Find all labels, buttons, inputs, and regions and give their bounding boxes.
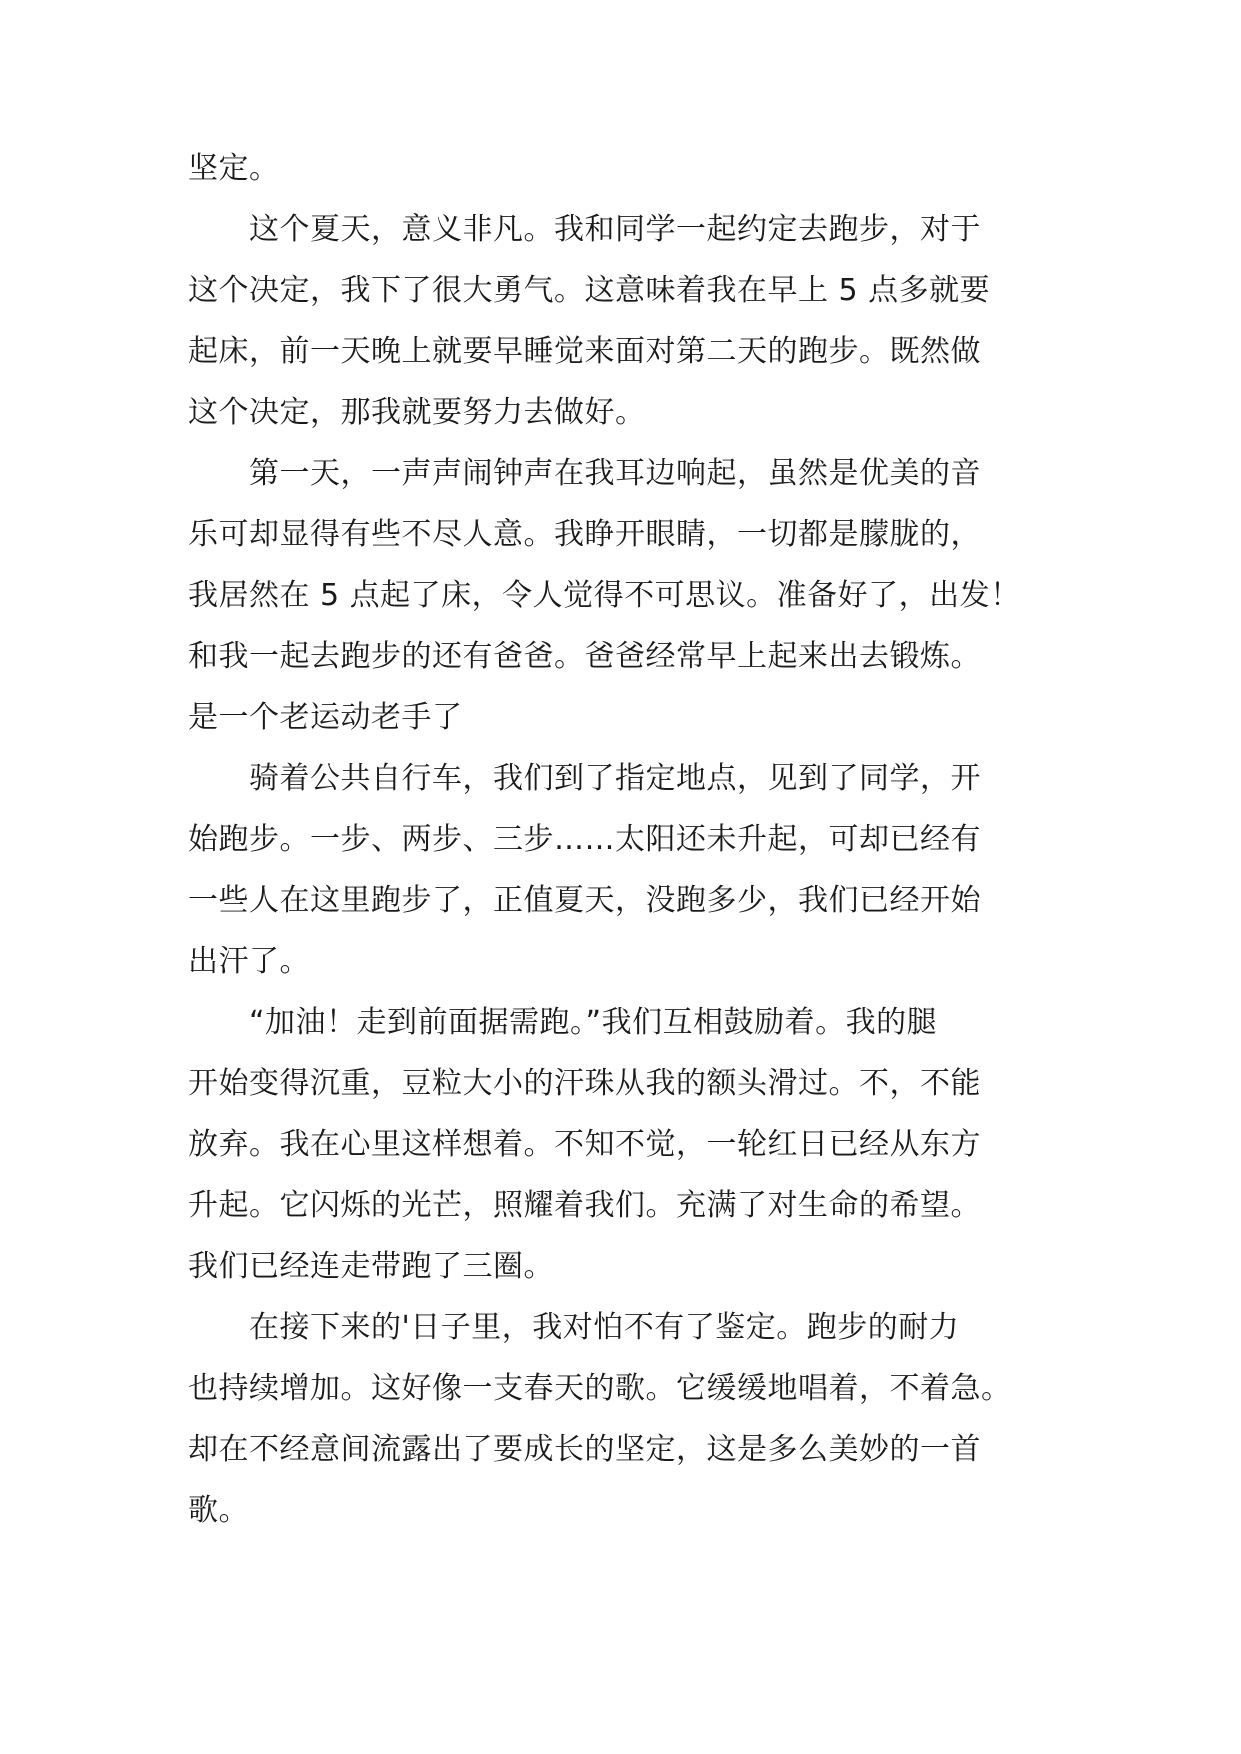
text-line: 这个决定，我下了很大勇气。这意味着我在早上 5 点多就要 [188,273,991,308]
text-line: 我居然在 5 点起了床，令人觉得不可思议。准备好了，出发！ [188,578,1021,613]
text-line: “加油！走到前面据需跑。”我们互相鼓励着。我的腿 [188,1005,938,1040]
text-line: 骑着公共自行车，我们到了指定地点，见到了同学，开 [188,761,981,796]
text-line: 是一个老运动老手了 [188,700,463,735]
text-line: 我们已经连走带跑了三圈。 [188,1249,554,1284]
text-line: 乐可却显得有些不尽人意。我睁开眼睛，一切都是朦胧的， [188,517,981,552]
text-line: 始跑步。一步、两步、三步……太阳还未升起，可却已经有 [188,822,981,857]
text-line: 这个决定，那我就要努力去做好。 [188,395,646,430]
document-body-text [188,138,1058,1541]
text-line: 升起。它闪烁的光芒，照耀着我们。充满了对生命的希望。 [188,1188,981,1223]
text-line: 放弃。我在心里这样想着。不知不觉，一轮红日已经从东方 [188,1127,981,1162]
text-line: 在接下来的'日子里，我对怕不有了鉴定。跑步的耐力 [188,1310,960,1345]
text-line: 却在不经意间流露出了要成长的坚定，这是多么美妙的一首 [188,1432,981,1467]
text-line: 开始变得沉重，豆粒大小的汗珠从我的额头滑过。不，不能 [188,1066,981,1101]
text-line: 第一天，一声声闹钟声在我耳边响起，虽然是优美的音 [188,456,981,491]
text-line: 坚定。 [188,151,280,186]
text-line: 也持续增加。这好像一支春天的歌。它缓缓地唱着，不着急。 [188,1371,1012,1406]
text-line: 起床，前一天晚上就要早睡觉来面对第二天的跑步。既然做 [188,334,981,369]
text-line: 这个夏天，意义非凡。我和同学一起约定去跑步，对于 [188,212,981,247]
text-line: 一些人在这里跑步了，正值夏天，没跑多少，我们已经开始 [188,883,981,918]
text-line: 歌。 [188,1493,249,1528]
text-line: 出汗了。 [188,944,310,979]
text-line: 和我一起去跑步的还有爸爸。爸爸经常早上起来出去锻炼。 [188,639,981,674]
